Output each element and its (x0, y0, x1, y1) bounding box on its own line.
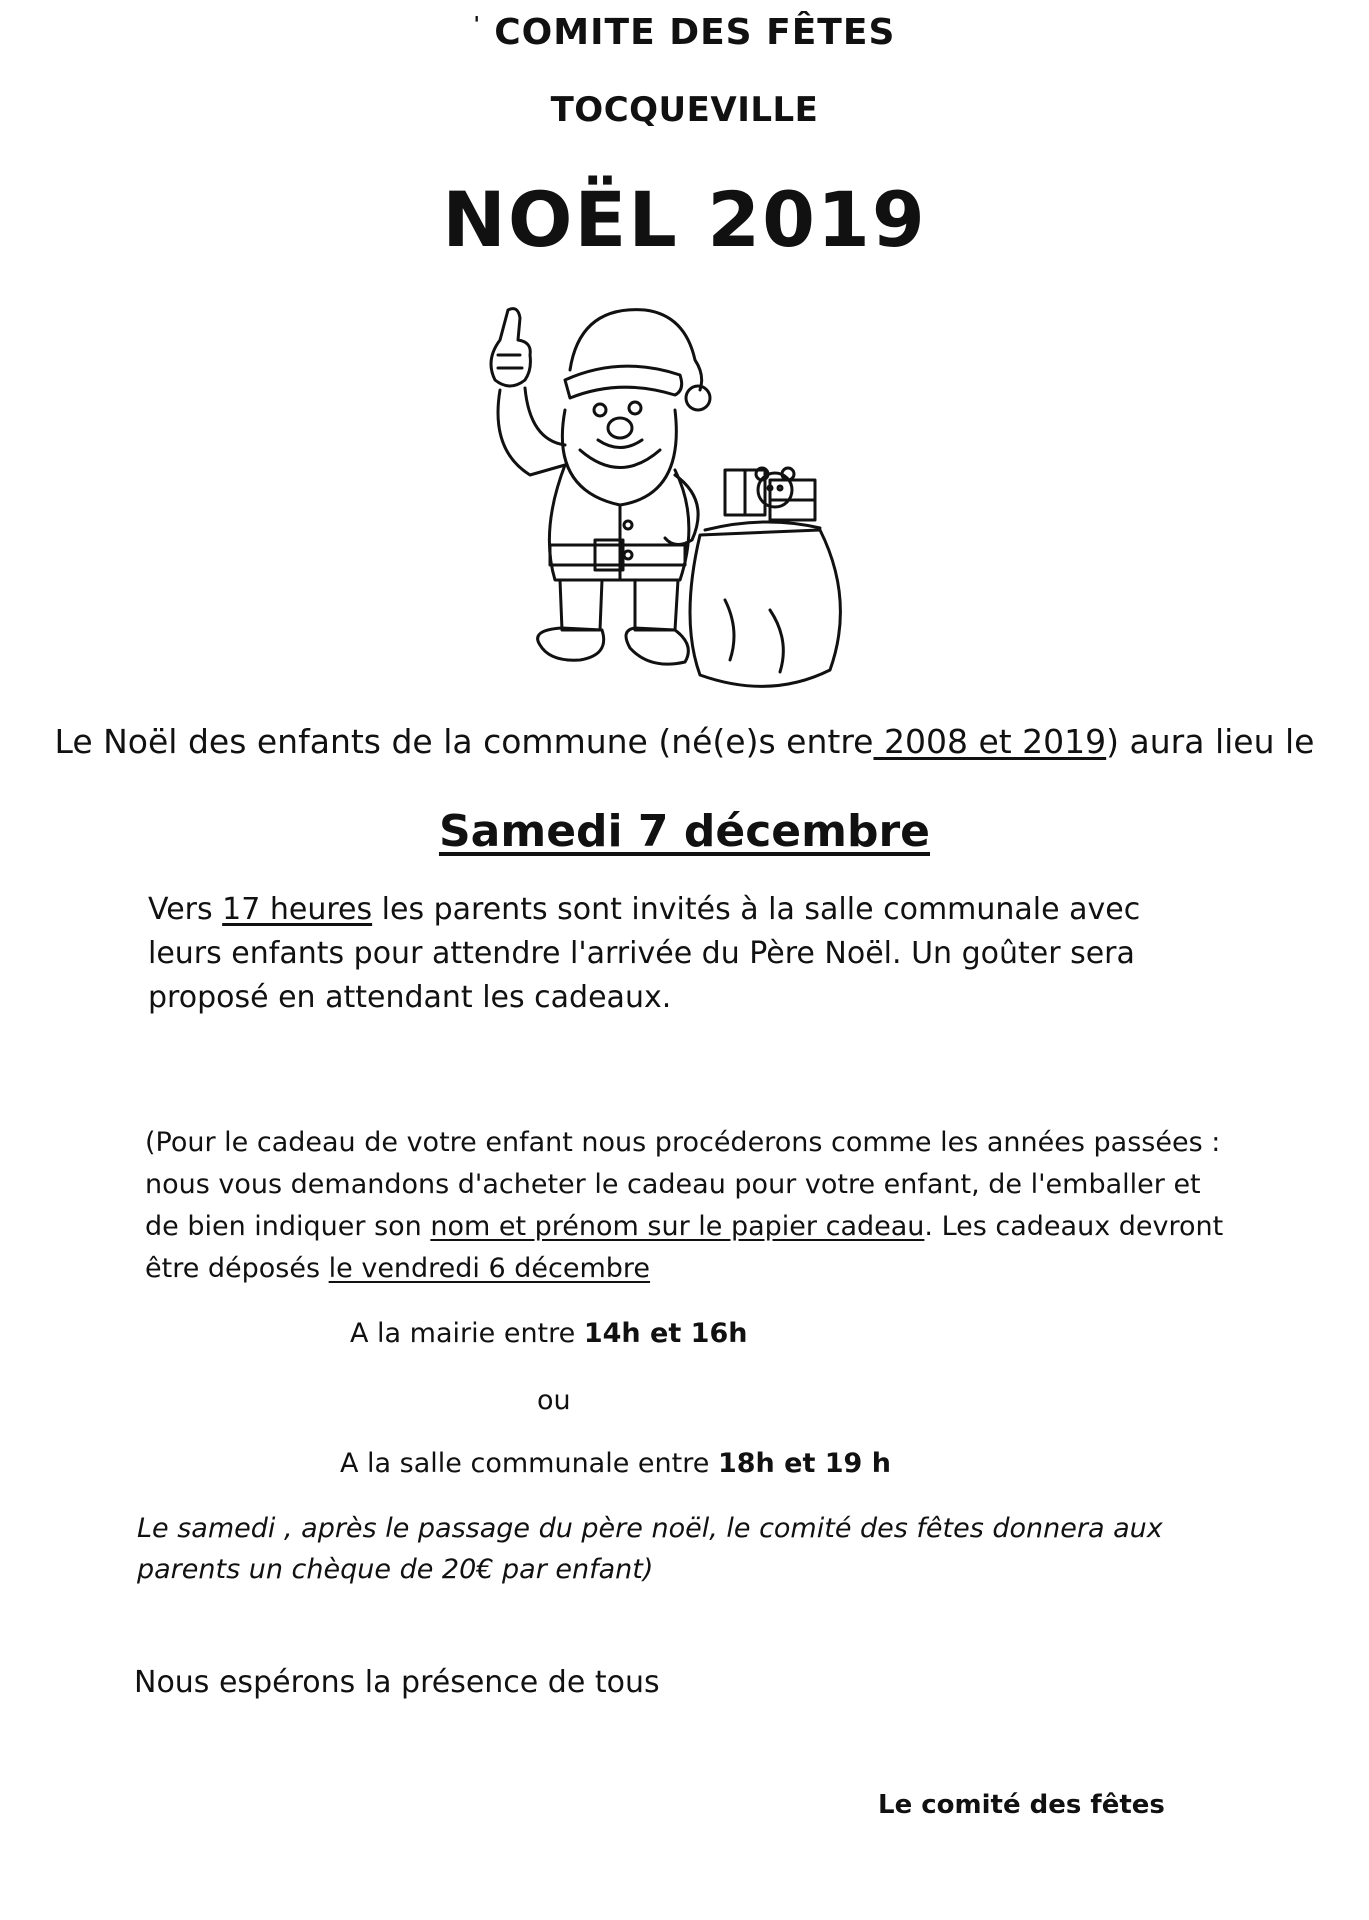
dropoff-or: ou (537, 1385, 571, 1416)
page-title: NOËL 2019 (442, 175, 927, 264)
closing-line: Nous espérons la présence de tous (134, 1665, 660, 1700)
event-date: Samedi 7 décembre (438, 806, 931, 857)
dropoff-option-salle: A la salle communale entre 18h et 19 h (340, 1448, 891, 1479)
intro-line: Le Noël des enfants de la commune (né(e)s entre 2008 et 2019) aura lieu le (54, 722, 1315, 761)
town-name: TOCQUEVILLE (550, 90, 819, 130)
santa-icon (470, 300, 860, 700)
dropoff-option-mairie: A la mairie entre 14h et 16h (350, 1318, 748, 1349)
arrival-paragraph: Vers 17 heures les parents sont invités à la salle communale avec leurs enfants pour attendre l'arrivée du Père Noël. Un goûter sera proposé en attendant les cadeaux. (148, 892, 1141, 1015)
gift-instructions-paragraph: (Pour le cadeau de votre enfant nous procéderons comme les années passées : nous vous demandons d'acheter le cadeau pour votre enfant, de l'emballer et de bien indiquer son nom et prénom sur le papier cadeau. Les cadeaux devront être déposés le vendredi 6 décembre (145, 1127, 1224, 1284)
cheque-note: Le samedi , après le passage du père noël, le comité des fêtes donnera aux parents un chèque de 20€ par enfant) (137, 1513, 1163, 1585)
signature: Le comité des fêtes (878, 1790, 1165, 1820)
organization-name: ' COMITE DES FÊTES (473, 12, 896, 53)
